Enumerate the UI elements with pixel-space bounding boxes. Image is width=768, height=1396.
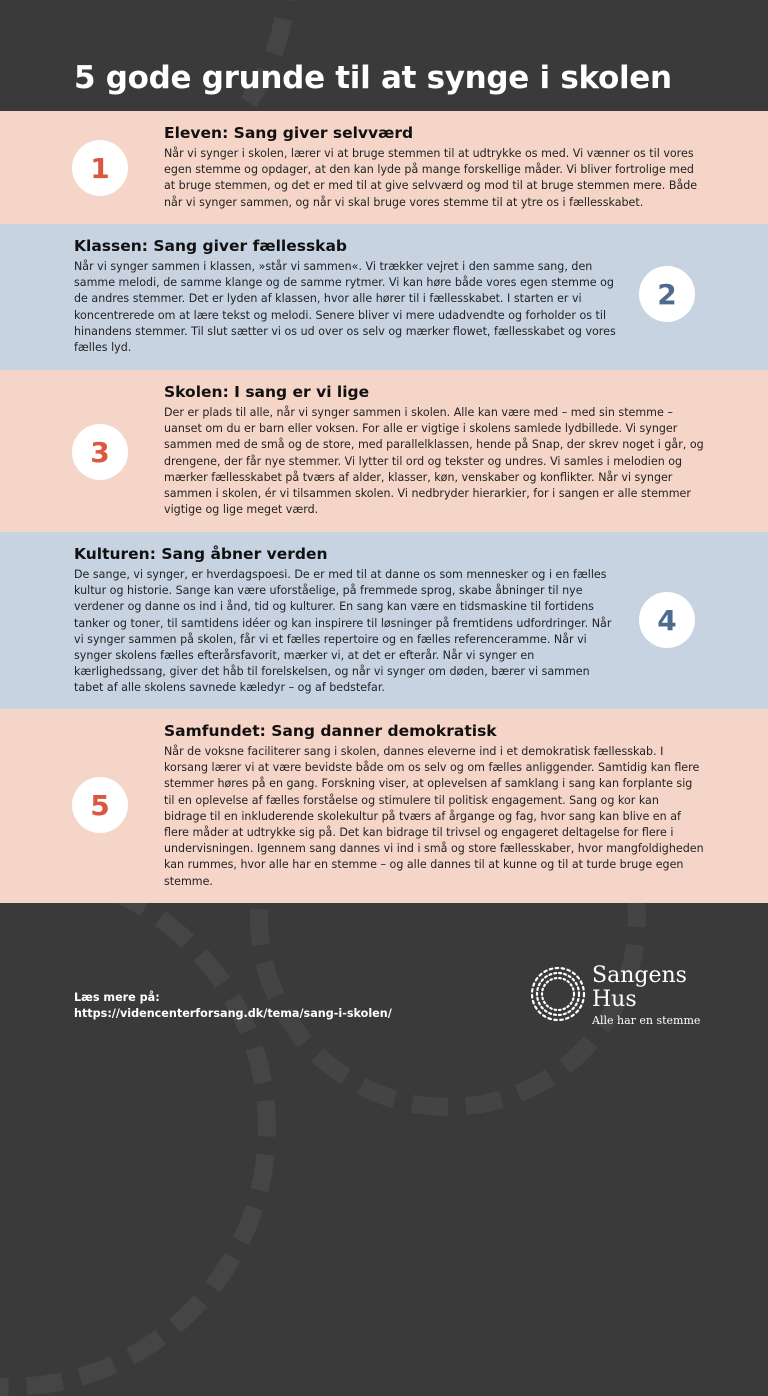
- logo-name-line2: Hus: [592, 987, 637, 1012]
- footer-link[interactable]: https://videncenterforsang.dk/tema/sang-i-skolen/: [74, 1007, 392, 1020]
- section-klassen: [0, 224, 768, 370]
- section-body: Når vi synger i skolen, lærer vi at bruge stemmen til at udtrykke os med. Vi vænner os til vores egen stemme og opdager, at den kan lyde på mange forskellige måder. Vi bliver fortrolige med at bruge stemmen, og det er med til at give selvværd og mod til at bruge stemmen mere. Både når vi synger sammen, og når vi skal bruge vores stemme til at ytre os i fællesskabet.: [164, 147, 698, 209]
- section-skolen: [0, 370, 768, 532]
- footer-label: Læs mere på:: [74, 991, 160, 1004]
- section-heading: Kulturen: Sang åbner verden: [74, 545, 328, 563]
- section-heading: Skolen: I sang er vi lige: [164, 383, 370, 401]
- section-heading: Klassen: Sang giver fællesskab: [74, 237, 348, 255]
- decorative-arc: [0, 860, 276, 1396]
- section-body: Når de voksne faciliterer sang i skolen, dannes eleverne ind i et demokratisk fællesskab. I korsang lærer vi at være bevidste både om os selv og om fælles anliggender. Samtidig kan flere stemmer høres på en gang. Forskning viser, at oplevelsen af samklang i sang kan forplante sig til en oplevelse af fælles forståelse og stimulere til politisk engagement. Sang og kor kan bidrage til en inkluderende skolekultur på tværs af årgange og fag, hvor sang kan blive en af flere måder at udtrykke sig på. Det kan bidrage til trivsel og engageret deltagelse for flere i undervisningen. Igennem sang dannes vi ind i små og store fællesskaber, hvor mangfoldigheden kan rummes, hvor alle har en stemme – og alle dannes til at kunne og til at turde bruge egen stemme.: [164, 745, 704, 888]
- section-heading: Eleven: Sang giver selvværd: [164, 124, 414, 142]
- section-content: [164, 722, 704, 890]
- section-content: [164, 383, 704, 518]
- logo-ring-icon: [528, 964, 588, 1024]
- section-body: Når vi synger sammen i klassen, »står vi sammen«. Vi trækker vejret i den samme sang, den samme melodi, de samme klange og de samme rytmer. Vi kan høre både vores egen stemme og de andres stemmer. Det er lyden af klassen, hvor alle hører til i fællesskabet. I starten er vi koncentrerede om at lære tekst og melodi. Senere bliver vi mere udadvendte og forholder os til hinandens stemmer. Til slut sætter vi os ud over os selv og mærker flowet, fællesskabet og vores fælles lyd.: [74, 260, 616, 355]
- section-eleven: [0, 111, 768, 224]
- section-kulturen: [0, 532, 768, 709]
- number-circle: 3: [72, 424, 128, 480]
- sangens-hus-logo: [528, 962, 728, 1032]
- page-title: 5 gode grunde til at synge i skolen: [74, 60, 672, 96]
- section-heading: Samfundet: Sang danner demokratisk: [164, 722, 497, 740]
- section-content: [74, 545, 622, 697]
- section-body: Der er plads til alle, når vi synger sammen i skolen. Alle kan være med – med sin stemme – uanset om du er barn eller voksen. For alle er vigtige i skolens samlede lydbillede. Vi synger sammen med de små og de store, med parallelklassen, hende på Snap, der skrev noget i går, og drengene, der får nye stemmer. Vi lytter til ord og tekster og undres. Vi samles i melodien og mærker fællesskabet på tværs af alder, klasser, køn, venskaber og konflikter. Når vi synger sammen i skolen, ér vi tilsammen skolen. Vi nedbryder hierarkier, for i sangen er alle stemmer vigtige og lige meget værd.: [164, 406, 704, 517]
- logo-name-line1: Sangens: [592, 963, 687, 988]
- number-circle: 2: [639, 266, 695, 322]
- section-content: [74, 237, 622, 356]
- number-circle: 4: [639, 592, 695, 648]
- number-circle: 1: [72, 140, 128, 196]
- section-body: De sange, vi synger, er hverdagspoesi. De er med til at danne os som mennesker og i en fælles kultur og historie. Sange kan være uforståelige, på fremmede sprog, skabe åbninger til nye verdener og danne os ind i ånd, tid og kulturer. En sang kan være en tidsmaskine til fortidens tanker og toner, til samtidens idéer og kan inspirere til løsninger på fremtidens udfordringer. Når vi synger sammen på skolen, får vi et fælles repertoire og en fælles referenceramme. Når vi synger skolens fælles efterårsfavorit, mærker vi, at det er efterår. Når vi synger en kærlighedssang, giver det håb til forelskelsen, og når vi synger om døden, bærer vi sammen tabet af alle skolens savnede kæledyr – og af bedstefar.: [74, 568, 612, 695]
- section-content: [164, 124, 704, 211]
- section-samfundet: [0, 709, 768, 903]
- logo-tagline: Alle har en stemme: [592, 1014, 701, 1027]
- number-circle: 5: [72, 777, 128, 833]
